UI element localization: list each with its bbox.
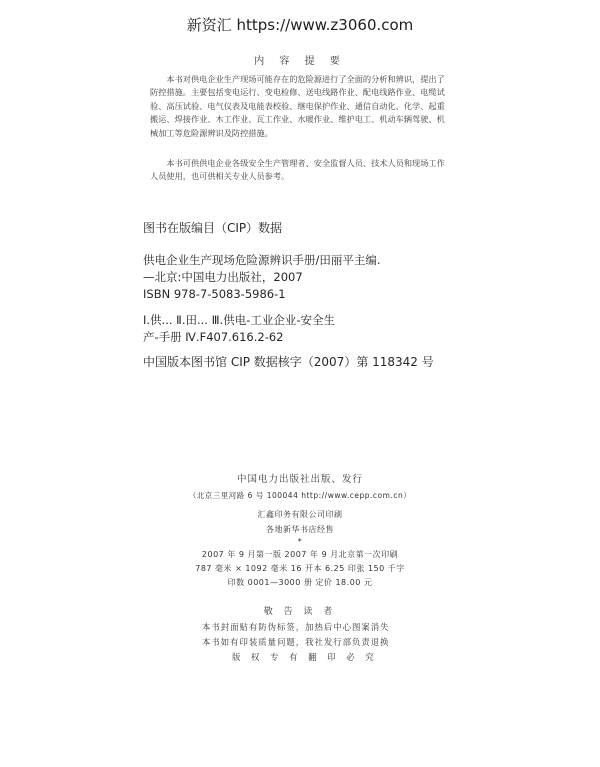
imprint-publisher: 中国电力出版社出版、发行 (236, 474, 363, 485)
cip-heading: 图书在版编目（CIP）数据 (143, 221, 283, 235)
cip-line: 产-手册 Ⅳ.F407.616.2-62 (143, 330, 284, 344)
notice-line: 本书封面贴有防伪标签，加热后中心图案消失 (202, 622, 390, 632)
cip-isbn: ISBN 978-7-5083-5986-1 (143, 287, 286, 301)
imprint-edition: 2007 年 9 月第一版 2007 年 9 月北京第一次印刷 (201, 550, 399, 559)
notice-copyright: 版 权 专 有 翻 印 必 究 (232, 652, 378, 662)
cip-record-number: 中国版本图书馆 CIP 数据核字（2007）第 118342 号 (143, 355, 434, 369)
cip-line: —北京:中国电力出版社，2007 (143, 270, 303, 284)
header-watermark: 新资汇 https://www.z3060.com (186, 16, 414, 34)
cip-line: Ⅰ.供... Ⅱ.田... Ⅲ.供电-工业企业-安全生 (143, 313, 335, 327)
summary-paragraph: 本书对供电企业生产现场可能存在的危险源进行了全面的分析和辨识，提出了防控措施。主要包括变电运行、变电检修、送电线路作业、配电线路作业、电缆试验、高压试验、电气仪表及电能表校验、继电保护作业、通信自动化、化学、起重搬运、焊接作业、木工作业、瓦工作业、水暖作业、维护电工、机动车辆驾驶、机械加工等危险源辨识及防控措施。 (150, 74, 445, 138)
notice-title: 敬 告 读 者 (263, 607, 337, 617)
imprint-address: （北京三里河路 6 号 100044 http://www.cepp.com.cn） (188, 491, 412, 500)
summary-title: 内 容 提 要 (254, 56, 346, 67)
imprint-price: 印数 0001—3000 册 定价 18.00 元 (227, 578, 373, 587)
imprint-separator: * (297, 537, 303, 546)
summary-paragraph: 本书可供供电企业各级安全生产管理者、安全监督人员、技术人员和现场工作人员使用，也可供相关专业人员参考。 (150, 158, 445, 182)
imprint-specs: 787 毫米 × 1092 毫米 16 开本 6.25 印张 150 千字 (195, 564, 405, 573)
cip-line: 供电企业生产现场危险源辨识手册/田丽平主编. (143, 253, 381, 267)
imprint-printer: 汇鑫印务有限公司印刷 (257, 510, 343, 519)
imprint-distributor: 各地新华书店经售 (266, 525, 334, 534)
notice-line: 本书如有印装质量问题，我社发行部负责退换 (202, 637, 390, 647)
